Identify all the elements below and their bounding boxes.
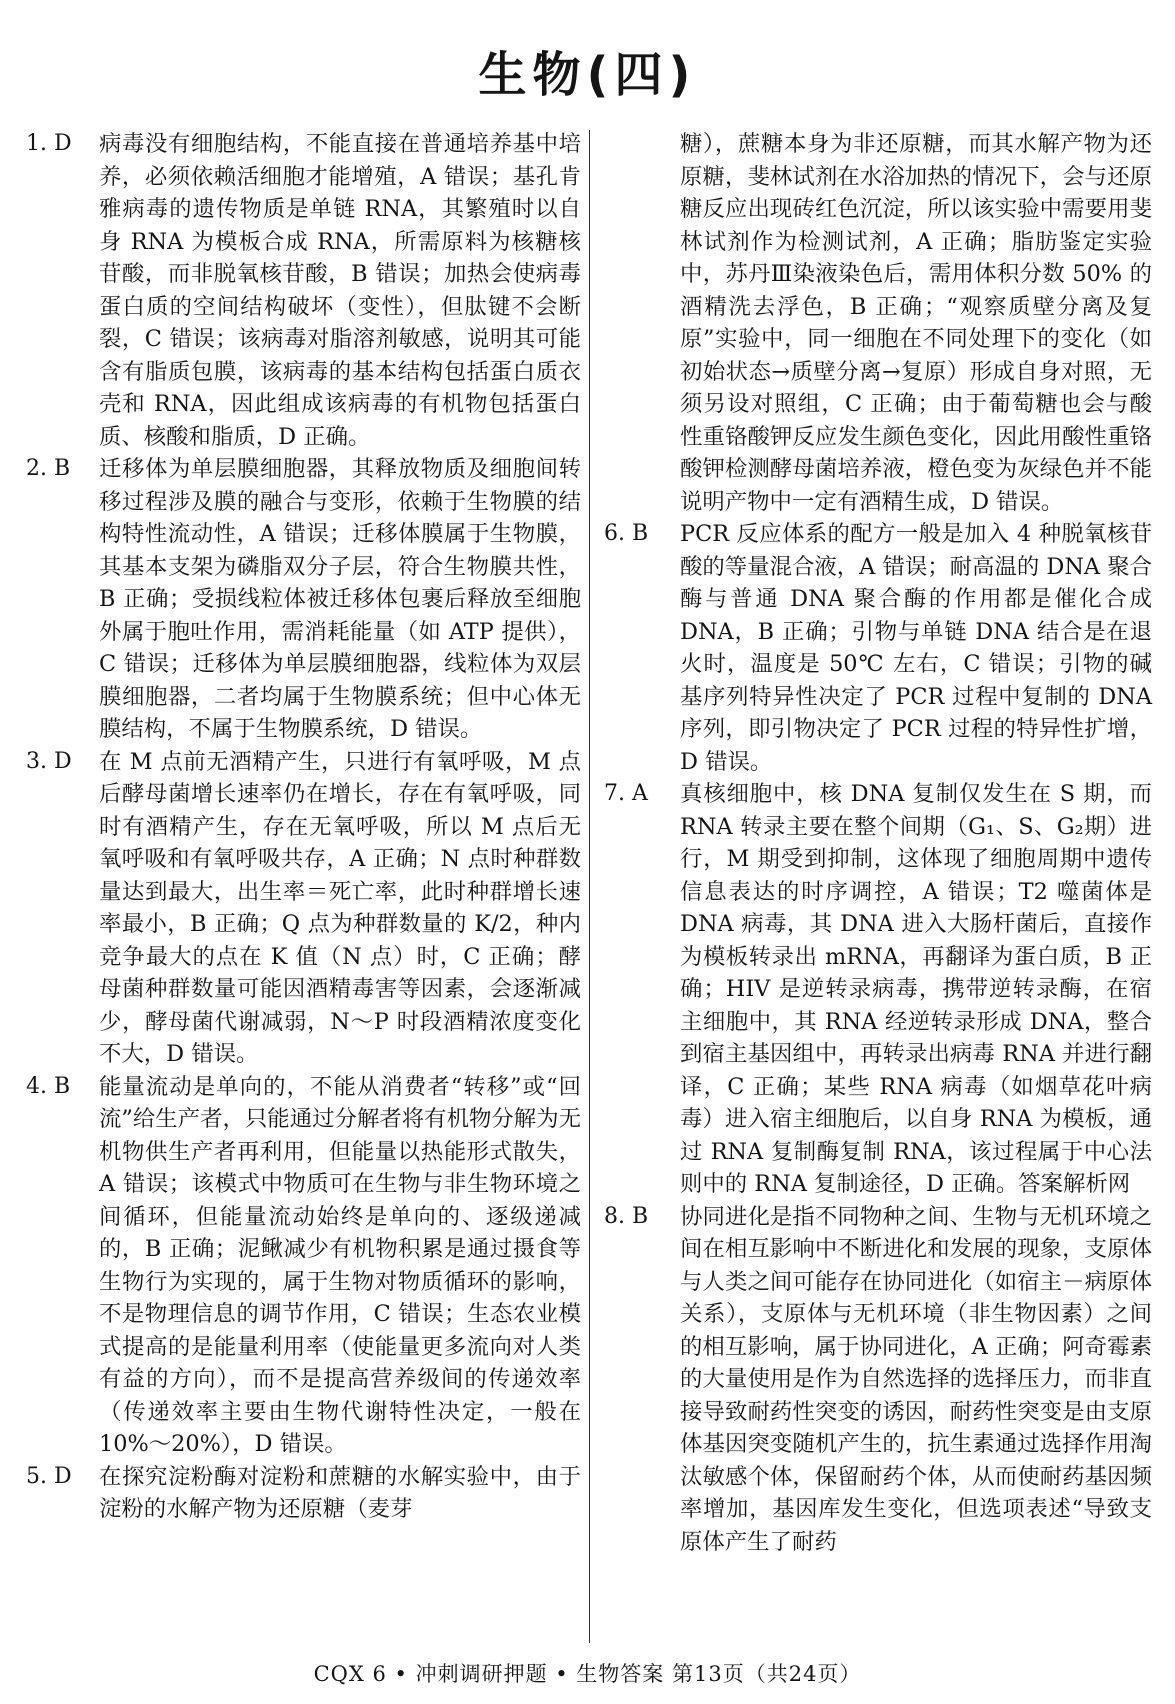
answer-explanation: 协同进化是指不同物种之间、生物与无机环境之间在相互影响中不断进化和发展的现象，支原体与人类之间可能存在协同进化（如宿主－病原体关系），支原体与无机环境（非生物因素）之间的相互影响，属于协同进化，A 正确；阿奇霉素的大量使用是作为自然选择的选择压力，而非直接导致耐药性突变的诱因，耐药性突变是由支原体基因突变随机产生的，抗生素通过选择作用淘汰敏感个体，保留耐药个体，从而使耐药基因频率增加，基因库发生变化，但选项表述“导致支原体产生了耐药 (680, 1203, 1152, 1555)
answer-item-4 (26, 1071, 581, 1461)
answer-number: 5. D (26, 1463, 72, 1489)
answer-number: 8. B (604, 1203, 649, 1229)
answer-item-8 (604, 1201, 1152, 1559)
answer-explanation: 病毒没有细胞结构，不能直接在普通培养基中培养，必须依赖活细胞才能增殖，A 错误；基孔肯雅病毒的遗传物质是单链 RNA，其繁殖时以自身 RNA 为模板合成 RNA，所需原料为核糖核苷酸，而非脱氧核苷酸，B 错误；加热会使病毒蛋白质的空间结构破坏（变性），但肽键不会断裂，C 错误；该病毒对脂溶剂敏感，说明其可能含有脂质包膜，该病毒的基本结构包括蛋白质衣壳和 RNA，因此组成该病毒的有机物包括蛋白质、核酸和脂质，D 正确。 (99, 131, 581, 450)
page-footer: CQX 6 • 冲刺调研押题 • 生物答案 第13页（共24页） (313, 1662, 862, 1686)
answer-item-5 (26, 1461, 581, 1526)
answer-number: 1. D (26, 131, 72, 156)
answer-item-3 (26, 746, 581, 1071)
answer-item-7 (604, 778, 1152, 1201)
right-column (604, 128, 1152, 1558)
answer-explanation: 在 M 点前无酒精产生，只进行有氧呼吸，M 点后酵母菌增长速率仍在增长，存在有氧呼吸，同时有酒精产生，存在无氧呼吸，所以 M 点后无氧呼吸和有氧呼吸共存，A 正确；N 点时种群数量达到最大，出生率＝死亡率，此时种群增长速率最小，B 正确；Q 点为种群数量的 K/2，种内竞争最大的点在 K 值（N 点）时，C 正确；酵母菌种群数量可能因酒精毒害等因素，会逐渐减少，酵母菌代谢减弱，N～P 时段酒精浓度变化不大，D 错误。 (99, 748, 581, 1067)
answer-explanation: 真核细胞中，核 DNA 复制仅发生在 S 期，而 RNA 转录主要在整个间期（G₁、S、G₂期）进行，M 期受到抑制，这体现了细胞周期中遗传信息表达的时序调控，A 错误；T2 噬菌体是 DNA 病毒，其 DNA 进入大肠杆菌后，直接作为模板转录出 mRNA，再翻译为蛋白质，B 正确；HIV 是逆转录病毒，携带逆转录酶，在宿主细胞中，其 RNA 经逆转录形成 DNA，整合到宿主基因组中，再转录出病毒 RNA 并进行翻译，C 正确；某些 RNA 病毒（如烟草花叶病毒）进入宿主细胞后，以自身 RNA 为模板，通过 RNA 复制酶复制 RNA，该过程属于中心法则中的 RNA 复制途径，D 正确。答案解析网 (680, 781, 1152, 1197)
answer-number: 7. A (604, 781, 648, 806)
answer-item-2 (26, 453, 581, 746)
answer-number: 3. D (26, 748, 72, 774)
answer-explanation: 糖），蔗糖本身为非还原糖，而其水解产物为还原糖，斐林试剂在水浴加热的情况下，会与还原糖反应出现砖红色沉淀，所以该实验中需要用斐林试剂作为检测试剂，A 正确；脂肪鉴定实验中，苏丹Ⅲ染液染色后，需用体积分数 50% 的酒精洗去浮色，B 正确；“观察质壁分离及复原”实验中，同一细胞在不同处理下的变化（如初始状态→质壁分离→复原）形成自身对照，无须另设对照组，C 正确；由于葡萄糖也会与酸性重铬酸钾反应发生颜色变化，因此用酸性重铬酸钾检测酵母菌培养液，橙色变为灰绿色并不能说明产物中一定有酒精生成，D 错误。 (680, 131, 1152, 515)
answer-number: 6. B (604, 521, 649, 546)
answer-item-6 (604, 518, 1152, 778)
answer-explanation: 迁移体为单层膜细胞器，其释放物质及细胞间转移过程涉及膜的融合与变形，依赖于生物膜的结构特性流动性，A 错误；迁移体膜属于生物膜，其基本支架为磷脂双分子层，符合生物膜共性，B 正确；受损线粒体被迁移体包裹后释放至细胞外属于胞吐作用，需消耗能量（如 ATP 提供），C 错误；迁移体为单层膜细胞器，线粒体为双层膜细胞器，二者均属于生物膜系统；但中心体无膜结构，不属于生物膜系统，D 错误。 (99, 456, 581, 742)
column-divider (589, 130, 590, 1643)
left-column (26, 128, 581, 1526)
answer-explanation: 能量流动是单向的，不能从消费者“转移”或“回流”给生产者，只能通过分解者将有机物分解为无机物供生产者再利用，但能量以热能形式散失，A 错误；该模式中物质可在生物与非生物环境之间循环，但能量流动始终是单向的、逐级递减的，B 正确；泥鳅减少有机物积累是通过摄食等生物行为实现的，属于生物对物质循环的影响，不是物理信息的调节作用，C 错误；生态农业模式提高的是能量利用率（使能量更多流向对人类有益的方向），而不是提高营养级间的传递效率（传递效率主要由生物代谢特性决定，一般在 10%～20%），D 错误。 (99, 1073, 581, 1457)
answer-explanation: 在探究淀粉酶对淀粉和蔗糖的水解实验中，由于淀粉的水解产物为还原糖（麦芽 (99, 1463, 581, 1522)
answer-item-1 (26, 128, 581, 453)
answer-item-5-continued (604, 128, 1152, 518)
page-title: 生物(四) (478, 47, 697, 103)
answer-number: 4. B (26, 1073, 71, 1099)
answer-number: 2. B (26, 456, 71, 481)
answer-explanation: PCR 反应体系的配方一般是加入 4 种脱氧核苷酸的等量混合液，A 错误；耐高温的 DNA 聚合酶与普通 DNA 聚合酶的作用都是催化合成 DNA，B 正确；引物与单链 DNA 结合是在退火时，温度是 50℃ 左右，C 错误；引物的碱基序列特异性决定了 PCR 过程中复制的 DNA 序列，即引物决定了 PCR 过程的特异性扩增，D 错误。 (680, 521, 1152, 775)
